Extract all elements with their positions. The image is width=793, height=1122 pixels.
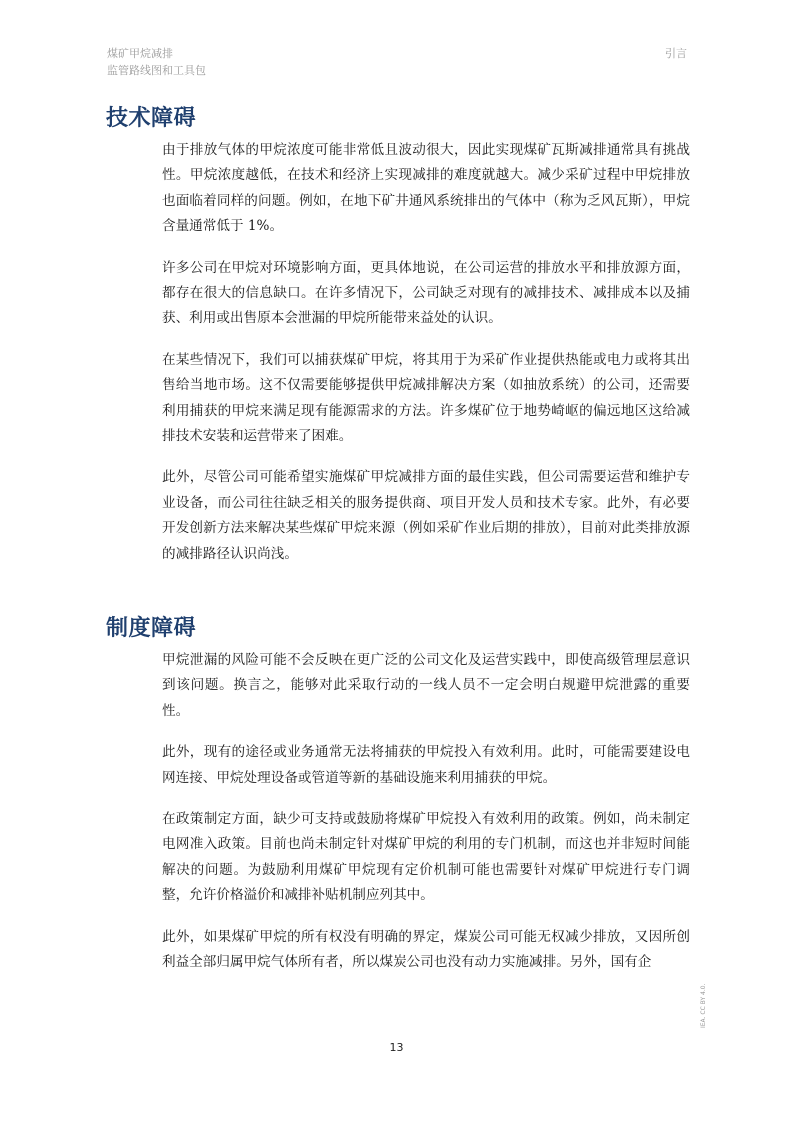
paragraph: 在某些情况下，我们可以捕获煤矿甲烷，将其用于为采矿作业提供热能或电力或将其出售给当地市场。这不仅需要能够提供甲烷减排解决方案（如抽放系统）的公司，还需要利用捕获的甲烷来满足现有能源需求的方法。许多煤矿位于地势崎岖的偏远地区这给减排技术安装和运营带来了困难。: [162, 351, 690, 445]
paragraph: 在政策制定方面，缺少可支持或鼓励将煤矿甲烷投入有效利用的政策。例如，尚未制定电网准入政策。目前也尚未制定针对煤矿甲烷的利用的专门机制，而这也并非短时间能解决的问题。为鼓励利用煤矿甲烷现有定价机制可能也需要针对煤矿甲烷进行专门调整，允许价格溢价和减排补贴机制应列其中。: [162, 811, 690, 904]
paragraph: 由于排放气体的甲烷浓度可能非常低且波动很大，因此实现煤矿瓦斯减排通常具有挑战性。甲烷浓度越低，在技术和经济上实现减排的难度就越大。减少采矿过程中甲烷排放也面临着同样的问题。例如，在地下矿井通风系统排出的气体中（称为乏风瓦斯），甲烷含量通常低于 1%。: [162, 142, 690, 235]
paragraph: 甲烷泄漏的风险可能不会反映在更广泛的公司文化及运营实践中，即使高级管理层意识到该问题。换言之，能够对此采取行动的一线人员不一定会明白规避甲烷泄露的重要性。: [162, 652, 690, 719]
chapter-label: 引言: [665, 47, 687, 60]
report-title: 煤矿甲烷减排: [107, 47, 173, 60]
paragraph: 此外，尽管公司可能希望实施煤矿甲烷减排方面的最佳实践，但公司需要运营和维护专业设备，而公司往往缺乏相关的服务提供商、项目开发人员和技术专家。此外，有必要开发创新方法来解决某些煤矿甲烷来源（例如采矿作业后期的排放），目前对此类排放源的减排路径认识尚浅。: [162, 469, 690, 562]
paragraph: 此外，如果煤矿甲烷的所有权没有明确的界定，煤炭公司可能无权减少排放，又因所创利益全部归属甲烷气体所有者，所以煤炭公司也没有动力实施减排。另外，国有企: [162, 928, 690, 971]
paragraph: 此外，现有的途径或业务通常无法将捕获的甲烷投入有效利用。此时，可能需要建设电网连接、甲烷处理设备或管道等新的基础设施来利用捕获的甲烷。: [162, 744, 690, 786]
section-body-institutional-barriers: [162, 648, 690, 975]
section-body-technical-barriers: [162, 138, 690, 567]
license-credit: IEA. CC BY 4.0.: [700, 983, 707, 1028]
section-heading-technical-barriers: 技术障碍: [106, 106, 197, 131]
section-heading-institutional-barriers: 制度障碍: [106, 616, 197, 641]
paragraph: 许多公司在甲烷对环境影响方面，更具体地说，在公司运营的排放水平和排放源方面，都存在很大的信息缺口。在许多情况下，公司缺乏对现有的减排技术、减排成本以及捕获、利用或出售原本会泄漏的甲烷所能带来益处的认识。: [162, 259, 690, 327]
running-header: [107, 45, 206, 79]
page-number: 13: [389, 1041, 404, 1054]
report-subtitle: 监管路线图和工具包: [107, 64, 206, 77]
